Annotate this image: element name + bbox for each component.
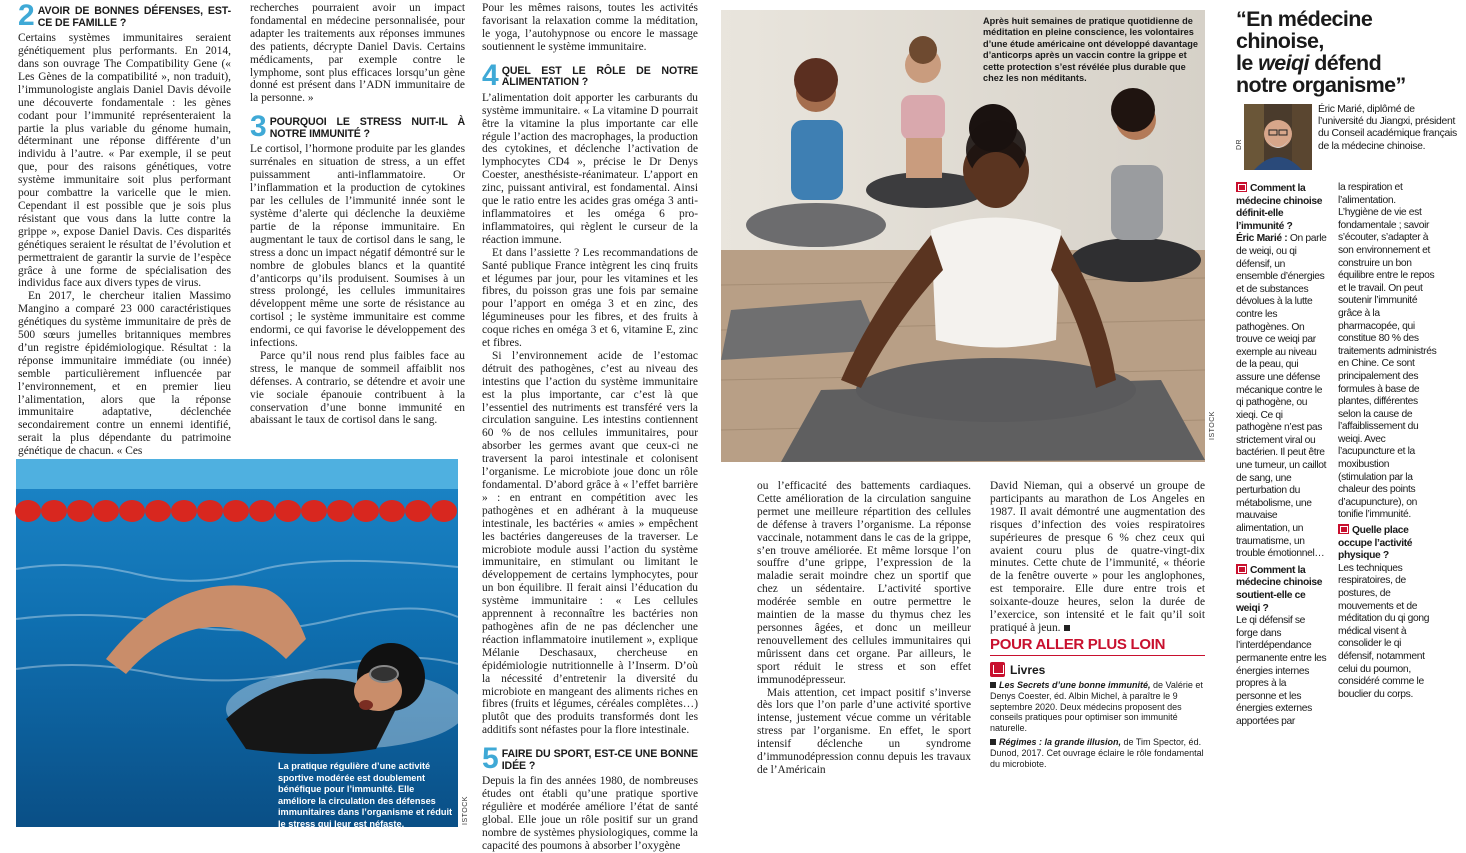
question-title: AVOIR DE BONNES DÉFENSES, EST-CE DE FAMILLE ? <box>37 5 231 29</box>
book-description: de Tim Spector, éd. Dunod, 2017. Cet ouvrage éclaire le rôle fondamental du microbiote. <box>990 736 1204 769</box>
paragraph: L’alimentation doit apporter les carburants du système immunitaire. « La vitamine D pourrait être la vitamine la plus importante car elle régule l’action des macrophages, la production des cytokines, et déclenche l’activation de lymphocytes CD4 », précise le Dr Denys Coester, anesthésiste-réanimateur. L’apport en zinc, puissant antiviral, est fondamental. Ainsi que le ratio entre les acides gras oméga 3 anti-inflammatoires et les oméga 6 pro-inflammatoires, qui règlent le curseur de la réaction immune. <box>482 91 698 246</box>
question-title: QUEL EST LE RÔLE DE NOTRE ALIMENTATION ? <box>501 64 698 89</box>
books-label: Livres <box>1010 662 1046 677</box>
paragraph: Et dans l’assiette ? Les recommandations de Santé publique France intègrent les cinq fruits et légumes par jour, pour les vitamines et les fibres, du poisson gras une fois par semaine pour l’apport en oméga 3 et en zinc, des légumineuses pour les fibres, et des fruits à coque riches en oméga 3 et 6, vitamine E, zinc et fibres. <box>482 246 698 350</box>
further-reading-box <box>990 636 1205 836</box>
article-column-1 <box>18 0 231 458</box>
interview-title-line-1: “En médecine chinoise, <box>1236 7 1373 53</box>
paragraph: ou l’efficacité des battements cardiaques. Cette amélioration de la circulation sanguine permet une meilleure répartition des cellules de défense à travers l’organisme. La réponse vaccinale, notamment dans le cas de la grippe, s’en trouve améliorée. Et même lorsque l’on souffre d’une grippe, l’expression de la maladie serait moindre chez un sportif que chez un sédentaire. L’activité sportive modérée semble en outre permettre le maintien de la masse du thymus chez les personnes âgées, et donc un meilleur renouvellement des cellules immunitaires qui mûrissent dans cet organe. Par ailleurs, le sport réduit le stress et son effet immunodépresseur. <box>757 480 971 686</box>
interview-question-2 <box>1236 564 1328 615</box>
answer-text: On parle de weiqi, ou qi défensif, un ensemble d’énergies et de substances dévolues à la lutte contre les pathogènes. On trouve ce weiqi par exemple au niveau de la peau, qui assure une défense mécanique contre le qi pathogène, ou xieqi. Ce qi pathogène n’est pas strictement viral ou bactérien. Il peut être une tumeur, un caillot de sang, une perturbation du métabolisme, une mauvaise alimentation, un traumatisme, un trouble émotionnel… <box>1236 233 1327 560</box>
question-text: Quelle place occupe l’activité physique ? <box>1338 525 1413 562</box>
book-entry-1 <box>990 680 1205 734</box>
portrait-illustration <box>1244 104 1312 170</box>
question-text: Comment la médecine chinoise soutient-elle ce weiqi ? <box>1236 564 1323 614</box>
interview-box <box>1236 8 1458 838</box>
paragraph: Parce qu’il nous rend plus faibles face au stress, le manque de sommeil affaiblit nos défenses. A contrario, se détendre et avoir une vie sociale épanouie contribuent à la conservation d’une bonne immunité en abaissant le taux de cortisol dans le sang. <box>250 349 465 427</box>
interview-answer-3: Les techniques respiratoires, de postures, de mouvements et de méditation du qi gong médical visent à consolider le qi défensif, notamment celui du poumon, considéré comme le bouclier du corps. <box>1338 562 1430 700</box>
bullet-icon <box>990 739 996 745</box>
interview-title-part: le <box>1236 51 1259 75</box>
question-number: 5 <box>482 742 499 776</box>
book-title: Régimes : la grande illusion, <box>999 736 1122 747</box>
question-icon <box>1338 524 1349 534</box>
book-title: Les Secrets d’une bonne immunité, <box>999 680 1151 690</box>
interview-column-1 <box>1236 182 1328 782</box>
interviewee-block <box>1236 104 1458 170</box>
question-title: FAIRE DU SPORT, EST-CE UNE BONNE IDÉE ? <box>501 748 698 772</box>
swimmer-photo-credit: ISTOCK <box>462 796 469 825</box>
paragraph: Si l’environnement acide de l’estomac détruit des pathogènes, c’est au niveau des intestins que l’action du système immunitaire est la plus importante, car c’est là que l’essentiel des nutriments est transféré vers la circulation sanguine. Les intestins contiennent 60 % de nos cellules immunitaires, pour absorber les germes avant que ceux-ci ne traversent la paroi intestinale et colonisent l’organisme. Le microbiote joue donc un rôle fondamental. D’abord grâce à « l’effet barrière » : en entrant en compétition avec les pathogènes et en adhérant à la muqueuse intestinale, les bactéries « amies » empêchent les bactéries dangereuses de la traverser. Le microbiote module aussi l’action du système immunitaire, en stimulant ou limitant le développement de certains lymphocytes, pour un bon équilibre. Il ferait ainsi l’éducation du système immunitaire : « Les cellules apprennent à reconnaître les bactéries non pathogènes afin de ne pas déclencher une réaction inflammatoire inutilement », explique Mélanie Deschasaux, chercheuse en épidémiologie nutritionnelle à l’Inserm. D’où la nécessité d’entretenir la diversité du microbiote en mangeant des aliments riches en fibres (fruits et légumes, céréales complètes…) plutôt que des produits transformés dont les additifs sont néfastes pour la flore intestinale. <box>482 349 698 737</box>
question-icon <box>1236 182 1247 192</box>
question-number: 4 <box>482 58 499 92</box>
paragraph-text: David Nieman, qui a observé un groupe de participants au marathon de Los Angeles en 1987. Il avait démontré une augmentation des risques d’infection des voies respiratoires supérieures de presque 6 % chez ceux qui avaient couru plus de quatre-vingt-dix minutes. Cette chute de l’immunité, « théorie de la fenêtre ouverte » pour les anglophones, est temporaire. Elle dure entre trois et soixante-douze heures, selon la durée de l’exercice, son intensité et le fait qu’il soit pratiqué à jeun. <box>990 480 1205 634</box>
question-title: POURQUOI LE STRESS NUIT-IL À NOTRE IMMUNITÉ ? <box>269 116 465 140</box>
interview-question-3 <box>1338 524 1438 563</box>
bullet-icon <box>990 682 996 688</box>
interview-title <box>1236 8 1458 96</box>
book-description: de Valérie et Denys Coester, éd. Albin Michel, à paraître le 9 septembre 2020. Deux médecins proposent des conseils pratiques pour optimiser son immunité naturelle. <box>990 680 1203 734</box>
further-reading-title: POUR ALLER PLUS LOIN <box>990 636 1205 656</box>
paragraph: En 2017, le chercheur italien Massimo Mangino a comparé 23 000 caractéristiques génétiques du système immunitaire de près de 500 sœurs jumelles britanniques membres d’un registre épidémiologique. Résultat : la réponse immunitaire immédiate (ou innée) semble particulièrement influencée par l’environnement, et en premier lieu l’alimentation, alors que la réponse immunitaire adaptative, déclenchée secondairement contre un ennemi identifié, serait la plus dépendante du patrimoine génétique de chacun. « Ces <box>18 290 231 458</box>
interviewee-bio: Éric Marié, diplômé de l’université du Jiangxi, président du Conseil académique français de la médecine chinoise. <box>1318 104 1457 152</box>
interview-answer-1 <box>1236 233 1327 559</box>
paragraph <box>990 480 1205 635</box>
yoga-photo <box>721 10 1205 462</box>
interviewee-photo-credit: DR <box>1236 138 1243 150</box>
paragraph: Depuis la fin des années 1980, de nombreuses études ont établi qu’une pratique sportive régulière et modérée améliore l’état de santé global. Elle joue un rôle positif sur un grand nombre de systèmes physiologiques, comme la capacité des poumons à absorber l’oxygène <box>482 775 698 852</box>
paragraph: recherches pourraient avoir un impact fondamental en médecine personnalisée, pour adapter les traitements aux réponses immunes des patients, décrypte Daniel Davis. Certains médicaments, par exemple contre le lymphome, sont plus efficaces lorsqu’un gène donné est présent dans l’ADN immunitaire de la personne. » <box>250 2 465 105</box>
book-icon <box>990 662 1005 677</box>
question-text: Comment la médecine chinoise définit-elle l’immunité ? <box>1236 183 1323 232</box>
article-column-5 <box>990 480 1205 635</box>
interviewee-photo <box>1244 104 1312 170</box>
interview-title-part: défend <box>1308 51 1382 75</box>
book-entry-2 <box>990 737 1205 769</box>
question-2-heading <box>18 0 231 32</box>
interview-column-2 <box>1338 182 1438 782</box>
interview-answer-2b: la respiration et l’alimentation. L’hygiène de vie est fondamentale ; savoir s’écouter, s’adapter à son environnement et construire un bon équilibre entre le repos et le travail. On peut soutenir l’immunité grâce à la pharmacopée, qui constitue 80 % des traitements administrés en Chine. Ce sont principalement des formules à base de plantes, différentes selon la cause de l’affaiblissement du weiqi. Avec l’acupuncture et la moxibustion (stimulation par la chaleur des points d’acupuncture), on tonifie l’immunité. <box>1338 182 1437 521</box>
question-number: 3 <box>250 110 267 144</box>
paragraph: Pour les mêmes raisons, toutes les activités favorisant la relaxation comme la méditation, le yoga, l’autohypnose ou encore le massage soutiennent le système immunitaire. <box>482 2 698 53</box>
interview-title-line-3: notre organisme” <box>1236 73 1406 97</box>
books-heading <box>990 662 1205 677</box>
yoga-photo-credit: ISTOCK <box>1209 411 1216 440</box>
yoga-photo-caption: Après huit semaines de pratique quotidienne de méditation en pleine conscience, les volontaires d’une étude américaine ont développé davantage d’anticorps après un vaccin contre la grippe et cette protection s’est révélée plus durable que chez les non méditants. <box>983 16 1198 84</box>
swimmer-photo <box>16 459 458 827</box>
paragraph: Certains systèmes immunitaires seraient génétiquement plus performants. En 2014, dans son ouvrage The Compatibility Gene (« Les Gènes de la compatibilité », non traduit), l’immunologiste anglais Daniel Davis dévoile une découverte fondamentale : les gènes codant pour l’immunité représenteraient la partie la plus variable du génome humain, déterminant une réponse différente d’un individu à l’autre. « Par exemple, il se peut que, pour des raisons génétiques, votre système immunitaire soit plus performant pour combattre la varicelle que le mien. Cependant il est possible que je sois plus résistant que vous dans la lutte contre la grippe », expose Daniel Davis. Ces disparités génétiques seraient le résultat de l’évolution et permettraient de garantir la survie de l’espèce grâce à une forme de spécialisation des individus face aux divers types de virus. <box>18 32 231 290</box>
paragraph: Le cortisol, l’hormone produite par les glandes surrénales en situation de stress, a un effet puissamment anti-inflammatoire. Or l’inflammation et la production de cytokines par les cellules de l’immunité innée sont le système d’alerte qui déclenche la deuxième partie de la réponse immunitaire. En augmentant le taux de cortisol dans le sang, le stress a donc un impact négatif démontré sur le nombre de globules blancs et la quantité d’anticorps qu’ils produisent. Soumises à un stress prolongé, les cellules immunitaires développent même une sorte de résistance au cortisol ; le système immunitaire est comme endormi, ce qui favorise le développement des infections. <box>250 143 465 350</box>
interview-title-line-2 <box>1236 52 1458 74</box>
article-column-3 <box>482 2 698 852</box>
question-icon <box>1236 564 1247 574</box>
end-mark-icon <box>1064 625 1070 631</box>
swimmer-photo-caption: La pratique régulière d’une activité sportive modérée est doublement bénéfique pour l’immunité. Elle améliore la circulation des défenses immunitaires dans l’organisme et réduit le stress qui leur est néfaste. <box>278 761 453 829</box>
speaker-name: Éric Marié : <box>1236 233 1288 245</box>
interview-columns <box>1236 182 1458 782</box>
interview-answer-2a: Le qi défensif se forge dans l’interdépendance permanente entre les énergies internes propres à la personne et les énergies externes apportées par <box>1236 615 1327 727</box>
question-5-heading <box>482 742 698 776</box>
interview-title-em: weiqi <box>1258 51 1309 75</box>
question-4-heading <box>482 58 698 92</box>
question-number: 2 <box>18 0 35 32</box>
question-3-heading <box>250 110 465 144</box>
interview-question-1 <box>1236 182 1328 233</box>
article-column-4 <box>757 480 971 838</box>
paragraph: Mais attention, cet impact positif s’inverse dès lors que l’on parle d’une activité sportive intense, justement vécue comme un véritable stress par l’organisme. En effet, le sport intensif déclenche un syndrome d’immunodépression connu depuis les travaux de l’Américain <box>757 686 971 776</box>
article-column-2 <box>250 2 465 442</box>
